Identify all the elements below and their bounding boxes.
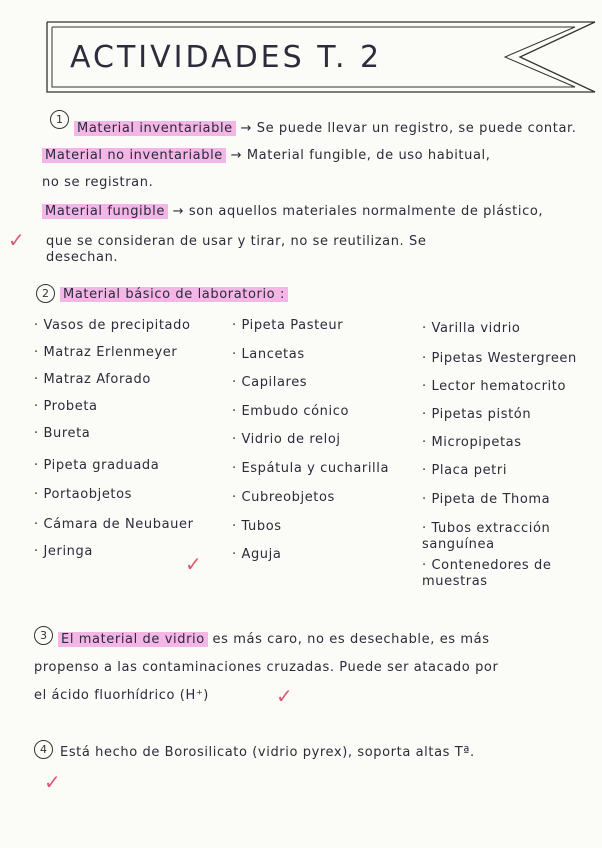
list-item: · Matraz Erlenmeyer xyxy=(34,345,178,360)
section3-line1 xyxy=(58,632,490,648)
list-item: · Tubos xyxy=(232,519,282,534)
list-item: · Pipeta Pasteur xyxy=(232,318,344,333)
section1-line2-text: → Material fungible, de uso habitual, xyxy=(230,148,491,163)
list-item: · Embudo cónico xyxy=(232,404,350,419)
check-mark-1: ✓ xyxy=(8,228,25,252)
list-item: · Vasos de precipitado xyxy=(34,318,191,333)
list-item: · Lector hematocrito xyxy=(422,379,567,394)
highlight-fungible: Material fungible xyxy=(42,204,168,219)
list-item: · Aguja xyxy=(232,547,282,562)
list-item: · Matraz Aforado xyxy=(34,372,151,387)
list-item: · Pipeta de Thoma xyxy=(422,492,551,507)
section1-line4 xyxy=(42,204,543,220)
section3-line2: propenso a las contaminaciones cruzadas. Puede ser atacado por xyxy=(34,660,499,675)
list-item: · Vidrio de reloj xyxy=(232,432,341,447)
section1-line3: no se registran. xyxy=(42,175,154,190)
page-title: ACTIVIDADES T. 2 xyxy=(70,40,383,75)
check-mark-4: ✓ xyxy=(44,770,61,794)
section2-heading xyxy=(60,287,288,303)
section-number-4: 4 xyxy=(34,740,53,759)
list-item: · Capilares xyxy=(232,375,308,390)
highlight-material-basico: Material básico de laboratorio : xyxy=(60,287,288,302)
list-item: · Lancetas xyxy=(232,347,305,362)
section3-line3: el ácido fluorhídrico (H⁺) xyxy=(34,688,209,703)
highlight-no-inventariable: Material no inventariable xyxy=(42,148,226,163)
highlight-inventariable: Material inventariable xyxy=(74,121,236,136)
section-number-2: 2 xyxy=(36,284,55,303)
list-item: · Placa petri xyxy=(422,463,508,478)
list-item: · Bureta xyxy=(34,426,91,441)
section4-line1: Está hecho de Borosilicato (vidrio pyrex), soporta altas Tª. xyxy=(60,745,475,760)
list-item: · Contenedores de muestras xyxy=(422,558,552,589)
list-item: · Micropipetas xyxy=(422,435,522,450)
list-item: · Tubos extracción sanguínea xyxy=(422,521,551,552)
section1-line1 xyxy=(74,121,577,137)
section-number-3: 3 xyxy=(34,626,53,645)
section1-line1-text: → Se puede llevar un registro, se puede contar. xyxy=(240,121,577,136)
section1-line6: desechan. xyxy=(46,250,119,265)
list-item: · Cubreobjetos xyxy=(232,490,335,505)
section1-line4-text: → son aquellos materiales normalmente de plástico, xyxy=(172,204,544,219)
check-mark-3: ✓ xyxy=(276,684,293,708)
list-item: · Pipeta graduada xyxy=(34,458,160,473)
section3-line1-text: es más caro, no es desechable, es más xyxy=(212,632,490,647)
section-number-1: 1 xyxy=(50,110,69,129)
list-item: · Jeringa xyxy=(34,544,93,559)
list-item: · Portaobjetos xyxy=(34,487,133,502)
section1-line5: que se consideran de usar y tirar, no se reutilizan. Se xyxy=(46,234,427,249)
list-item: · Cámara de Neubauer xyxy=(34,517,194,532)
list-item: · Probeta xyxy=(34,399,98,414)
list-item: · Pipetas pistón xyxy=(422,407,532,422)
list-item: · Varilla vidrio xyxy=(422,321,521,336)
list-item: · Espátula y cucharilla xyxy=(232,461,390,476)
list-item: · Pipetas Westergreen xyxy=(422,351,577,366)
highlight-material-vidrio: El material de vidrio xyxy=(58,632,208,647)
check-mark-2: ✓ xyxy=(185,552,202,576)
section1-line2 xyxy=(42,148,490,164)
